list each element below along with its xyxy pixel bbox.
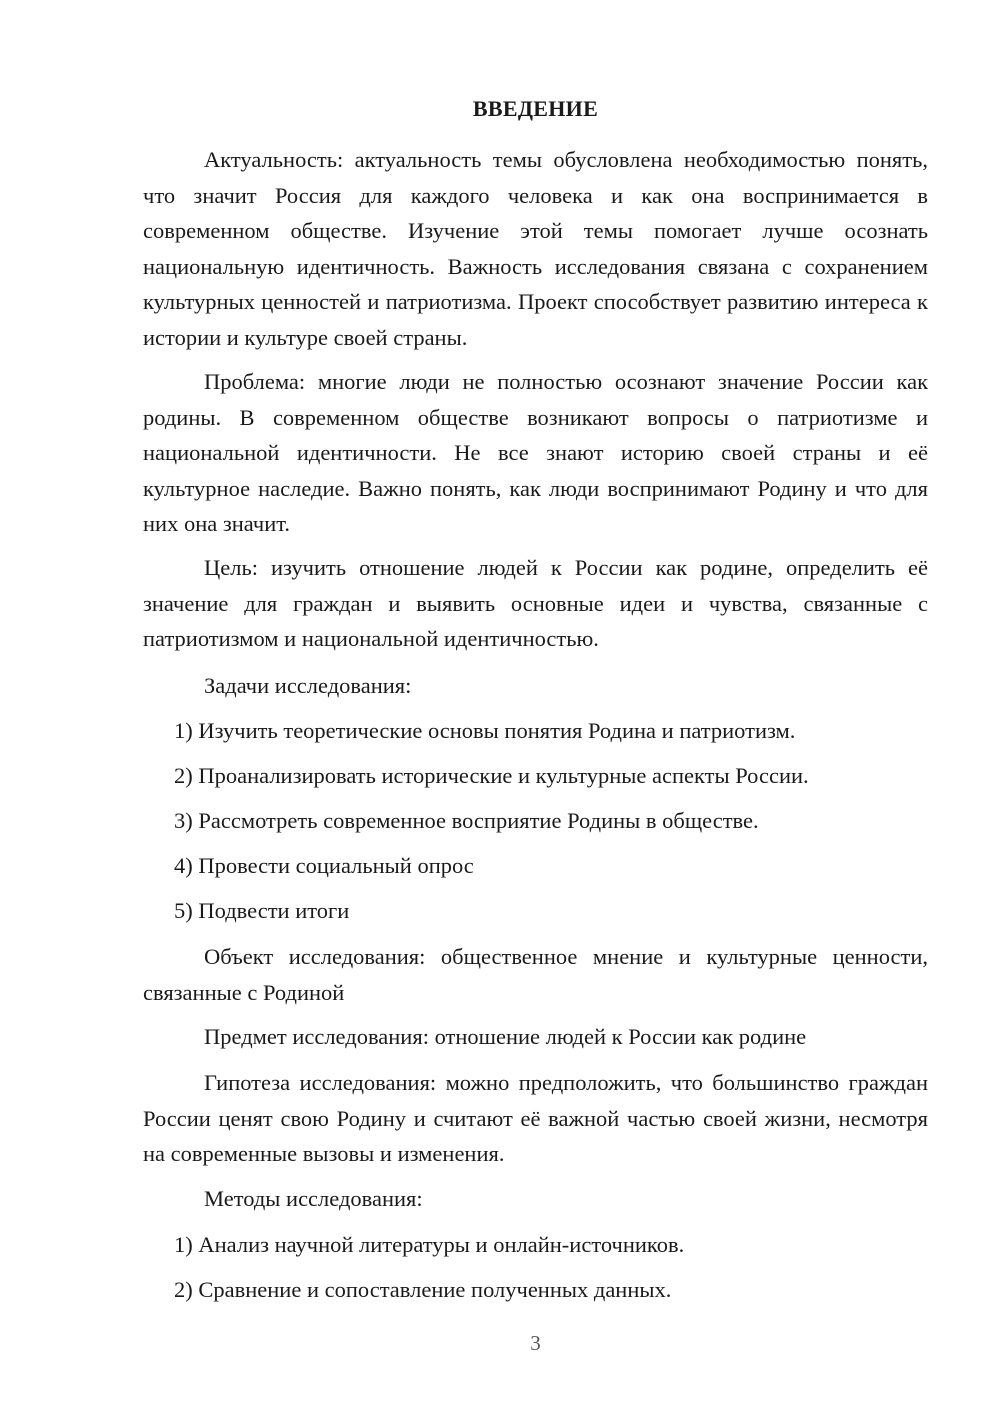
task-item-3: 3) Рассмотреть современное восприятие Родины в обществе.: [174, 808, 759, 833]
task-item-2: 2) Проанализировать исторические и культурные аспекты России.: [174, 763, 809, 788]
hypothesis-paragraph: Гипотеза исследования: можно предположить, что большинство граждан России ценят свою Родину и считают её важной частью своей жизни, несмотря на современные вызовы и изменения.: [143, 1070, 928, 1166]
task-item-4: 4) Провести социальный опрос: [174, 853, 474, 878]
task-item-1: 1) Изучить теоретические основы понятия Родина и патриотизм.: [174, 718, 796, 743]
method-item-2: 2) Сравнение и сопоставление полученных данных.: [174, 1277, 672, 1302]
page-number: 3: [530, 1331, 541, 1355]
method-item-1: 1) Анализ научной литературы и онлайн-источников.: [174, 1232, 685, 1257]
relevance-paragraph: Актуальность: актуальность темы обусловлена необходимостью понять, что значит Россия для каждого человека и как она воспринимается в современном обществе. Изучение этой темы помогает лучше осознать национальную идентичность. Важность исследования связана с сохранением культурных ценностей и патриотизма. Проект способствует развитию интереса к истории и культуре своей страны.: [143, 147, 928, 350]
task-item-5: 5) Подвести итоги: [174, 898, 350, 923]
methods-heading: Методы исследования:: [204, 1186, 423, 1211]
object-paragraph: Объект исследования: общественное мнение и культурные ценности, связанные с Родиной: [143, 944, 928, 1005]
document-page: [143, 0, 928, 1414]
section-heading: ВВЕДЕНИЕ: [472, 96, 599, 121]
problem-paragraph: Проблема: многие люди не полностью осознают значение России как родины. В современном обществе возникают вопросы о патриотизме и национальной идентичности. Не все знают историю своей страны и её культурное наследие. Важно понять, как люди воспринимают Родину и что для них она значит.: [143, 369, 928, 536]
tasks-heading: Задачи исследования:: [204, 673, 412, 698]
goal-paragraph: Цель: изучить отношение людей к России как родине, определить её значение для граждан и выявить основные идеи и чувства, связанные с патриотизмом и национальной идентичностью.: [143, 555, 928, 651]
subject-paragraph: Предмет исследования: отношение людей к России как родине: [204, 1024, 807, 1049]
